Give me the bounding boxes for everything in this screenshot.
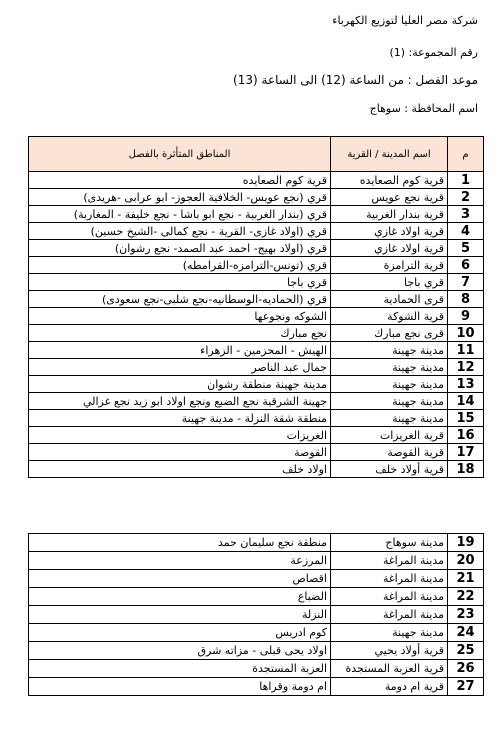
row-number: 25	[448, 642, 484, 660]
city-name: قرية أولاد خلف	[331, 461, 448, 478]
table-row	[29, 325, 484, 342]
table-row	[29, 189, 484, 206]
table-row	[29, 291, 484, 308]
row-number: 21	[448, 570, 484, 588]
schedule-table	[28, 136, 484, 478]
row-number: 9	[448, 308, 484, 325]
table-row	[29, 624, 484, 642]
city-name: قرى الحمادية	[331, 291, 448, 308]
row-number: 13	[448, 376, 484, 393]
row-number: 18	[448, 461, 484, 478]
affected-areas: الضباع	[29, 588, 331, 606]
row-number: 23	[448, 606, 484, 624]
affected-areas: قري (تونس-الترامزه-القرامطه)	[29, 257, 331, 274]
affected-areas: منطقة نجع سليمان حمد	[29, 534, 331, 552]
table-row	[29, 588, 484, 606]
affected-areas: اقصاص	[29, 570, 331, 588]
affected-areas: الهيش - المحزمين - الزهراء	[29, 342, 331, 359]
affected-areas: جمال عبد الناصر	[29, 359, 331, 376]
city-name: قرية اولاد غازي	[331, 240, 448, 257]
city-name: مدينة المراغة	[331, 588, 448, 606]
row-number: 12	[448, 359, 484, 376]
table-row	[29, 240, 484, 257]
table-row	[29, 461, 484, 478]
city-name: قرية القوصة	[331, 444, 448, 461]
affected-areas: قرية كوم الصعايده	[29, 172, 331, 189]
affected-areas: الغريزات	[29, 427, 331, 444]
affected-areas: المرزعة	[29, 552, 331, 570]
row-number: 7	[448, 274, 484, 291]
row-number: 4	[448, 223, 484, 240]
affected-areas: النزلة	[29, 606, 331, 624]
city-name: مدينة جهينة	[331, 410, 448, 427]
affected-areas: كوم ادريس	[29, 624, 331, 642]
table-row	[29, 342, 484, 359]
city-name: قرية الشوكة	[331, 308, 448, 325]
table-row	[29, 552, 484, 570]
row-number: 1	[448, 172, 484, 189]
row-number: 11	[448, 342, 484, 359]
row-number: 24	[448, 624, 484, 642]
row-number: 19	[448, 534, 484, 552]
row-number: 16	[448, 427, 484, 444]
city-name: قري باجا	[331, 274, 448, 291]
col-header-areas: المناطق المتأثرة بالفصل	[29, 137, 331, 172]
city-name: قرية ام دومة	[331, 678, 448, 696]
affected-areas: منطقة شقة النزلة - مدينة جهينة	[29, 410, 331, 427]
affected-areas: قري (نجع عويس- الخلافية العجوز- ابو عرابى -هريدى)	[29, 189, 331, 206]
row-number: 17	[448, 444, 484, 461]
row-number: 8	[448, 291, 484, 308]
table-row	[29, 172, 484, 189]
table-row	[29, 427, 484, 444]
row-number: 15	[448, 410, 484, 427]
row-number: 22	[448, 588, 484, 606]
company-name: شركة مصر العليا لتوزيع الكهرباء	[332, 14, 478, 27]
governorate-name: اسم المحافظة : سوهاج	[369, 102, 478, 115]
city-name: مدينة جهينة	[331, 342, 448, 359]
affected-areas: قري (اولاد بهيج- احمد عبد الصمد- نجع رشوان)	[29, 240, 331, 257]
table-row	[29, 308, 484, 325]
affected-areas: قري (الحماديه-الوسطانيه-نجع شلبى-نجع سعودى)	[29, 291, 331, 308]
table-row	[29, 660, 484, 678]
city-name: مدينة جهينة	[331, 624, 448, 642]
row-number: 27	[448, 678, 484, 696]
city-name: مدينة سوهاج	[331, 534, 448, 552]
affected-areas: اولاد يحى قبلى - مزاته شرق	[29, 642, 331, 660]
group-number: رقم المجموعة: (1)	[389, 46, 478, 59]
city-name: قرى نجع مبارك	[331, 325, 448, 342]
table-row	[29, 534, 484, 552]
table-row	[29, 393, 484, 410]
col-header-number: م	[448, 137, 484, 172]
row-number: 3	[448, 206, 484, 223]
affected-areas: قري (بندار الغربية - نجع ابو باشا - نجع خليفة - المغاربة)	[29, 206, 331, 223]
affected-areas: الشوكه ونجوعها	[29, 308, 331, 325]
affected-areas: قري باجا	[29, 274, 331, 291]
table-row	[29, 444, 484, 461]
affected-areas: القوصة	[29, 444, 331, 461]
table-header-row	[29, 137, 484, 172]
row-number: 26	[448, 660, 484, 678]
city-name: قرية بندار الغربية	[331, 206, 448, 223]
row-number: 2	[448, 189, 484, 206]
city-name: قرية اولاد غازي	[331, 223, 448, 240]
affected-areas: العزبة المستجدة	[29, 660, 331, 678]
affected-areas: قري (اولاد غازى- القرية - نجع كمالى -الشيخ حسين)	[29, 223, 331, 240]
table-row	[29, 606, 484, 624]
table-row	[29, 359, 484, 376]
affected-areas: نجع مبارك	[29, 325, 331, 342]
city-name: قرية الترامزة	[331, 257, 448, 274]
table-row	[29, 274, 484, 291]
city-name: مدينة جهينة	[331, 393, 448, 410]
city-name: قرية العزبة المستجدة	[331, 660, 448, 678]
affected-areas: اولاد خلف	[29, 461, 331, 478]
city-name: مدينة جهينة	[331, 376, 448, 393]
table-row	[29, 206, 484, 223]
table-row	[29, 257, 484, 274]
table-row	[29, 678, 484, 696]
cutoff-time: موعد الفصل : من الساعة (12) الى الساعة (13)	[233, 73, 478, 87]
city-name: مدينة جهينة	[331, 359, 448, 376]
table-row	[29, 410, 484, 427]
city-name: قرية الغريزات	[331, 427, 448, 444]
row-number: 20	[448, 552, 484, 570]
table-row	[29, 376, 484, 393]
city-name: مدينة المراغة	[331, 552, 448, 570]
table-row	[29, 570, 484, 588]
row-number: 10	[448, 325, 484, 342]
col-header-city: اسم المدينة / القرية	[331, 137, 448, 172]
affected-areas: جهينة الشرقية نجع الضبع ونجع اولاد ابو زيد نجع غزالي	[29, 393, 331, 410]
affected-areas: مدينة جهينة منطقة رشوان	[29, 376, 331, 393]
city-name: قرية كوم الصعايده	[331, 172, 448, 189]
row-number: 14	[448, 393, 484, 410]
city-name: قرية نجع عويس	[331, 189, 448, 206]
row-number: 6	[448, 257, 484, 274]
schedule-table-continued	[28, 533, 484, 696]
city-name: مدينة المراغة	[331, 606, 448, 624]
table-row	[29, 223, 484, 240]
row-number: 5	[448, 240, 484, 257]
city-name: مدينة المراغة	[331, 570, 448, 588]
city-name: قرية أولاد يحيي	[331, 642, 448, 660]
affected-areas: ام دومة وقراها	[29, 678, 331, 696]
table-row	[29, 642, 484, 660]
